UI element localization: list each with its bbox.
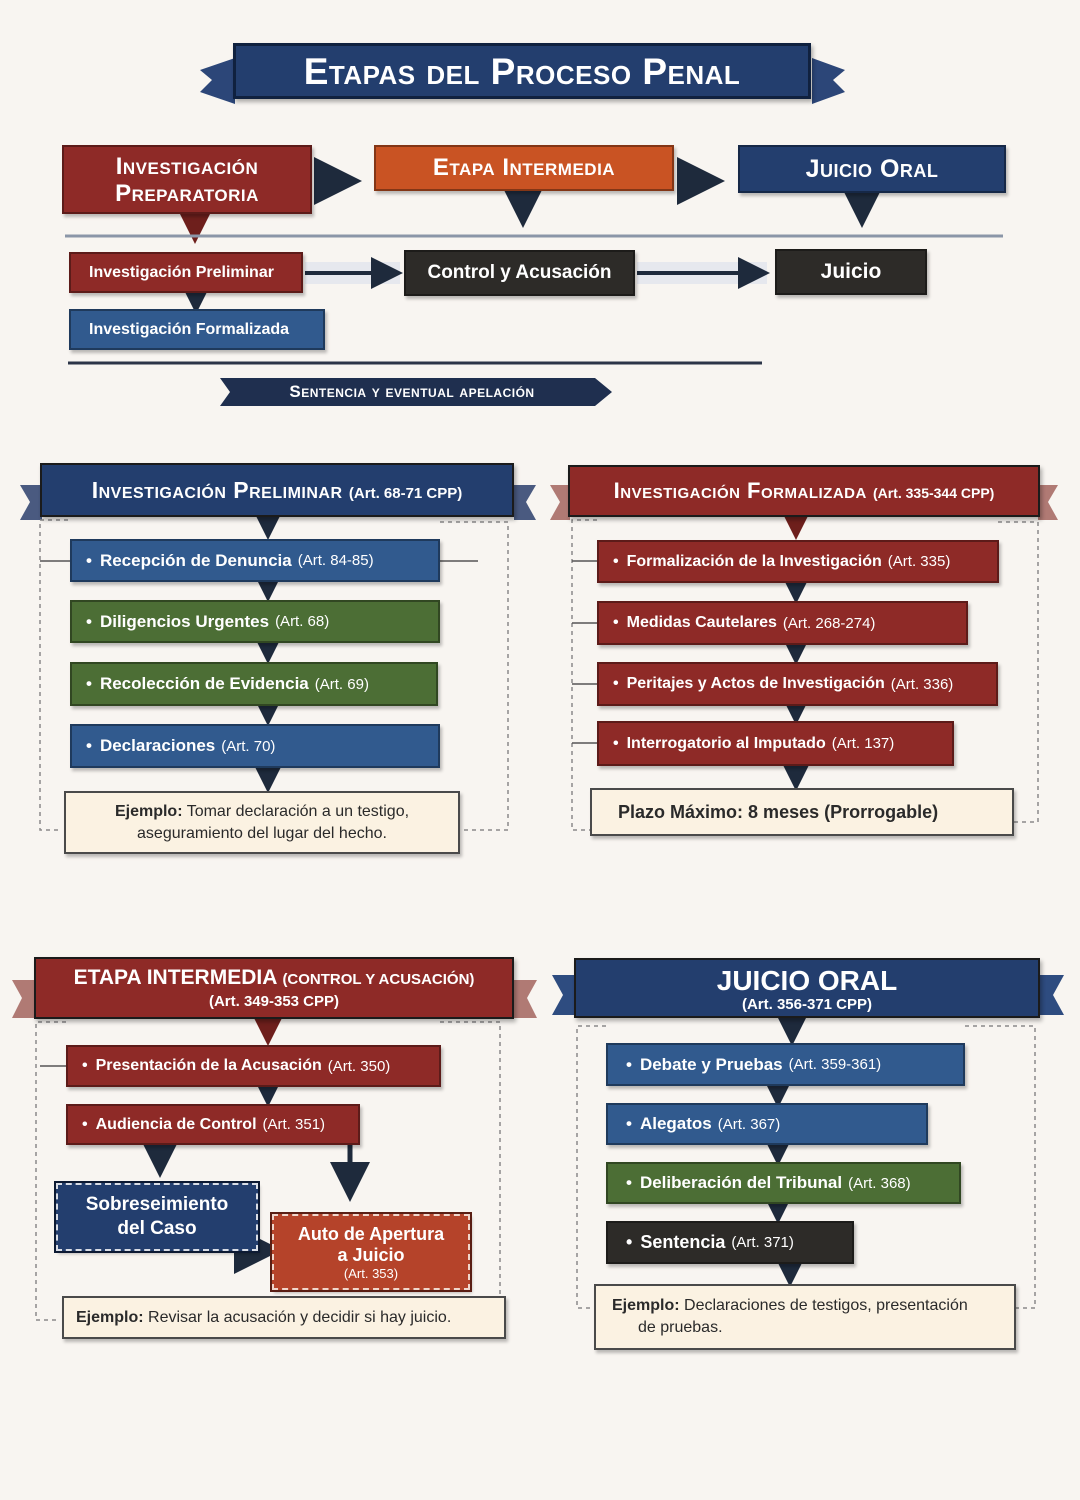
substage-control-label: Control y Acusación [427,262,612,283]
example-text: Revisar la acusación y decidir si hay juicio. [148,1308,452,1326]
example-label: Ejemplo: [76,1308,144,1326]
bullet-icon: • [86,736,92,755]
substage-juicio [775,249,927,295]
bullet-icon: • [613,734,619,752]
item-article: (Art. 350) [327,1057,391,1075]
sobreseimiento-line1: Sobreseimiento [85,1194,229,1215]
item-label: Alegatos [639,1114,712,1133]
stage-investigacion-line1: Investigación [115,152,259,180]
item-article: (Art. 268-274) [782,614,876,632]
title-ribbon-left-tail [200,58,235,104]
example-text-line2: de pruebas. [638,1319,723,1336]
formalizada-item [597,540,999,583]
example-text: Tomar declaración a un testigo, [186,802,410,820]
item-label: Interrogatorio al Imputado [626,734,826,752]
panel-intermedia-title [34,957,514,1019]
item-label: Peritajes y Actos de Investigación [626,675,885,692]
item-article: (Art. 70) [221,737,276,755]
item-article: (Art. 359-361) [788,1056,882,1073]
bullet-icon: • [613,614,619,631]
stage-juicio-label: Juicio Oral [805,154,939,183]
auto-apertura-box [272,1214,470,1290]
juicio-item [606,1162,961,1204]
formalizada-item [597,721,954,766]
juicio-item [606,1103,928,1145]
item-label: Recepción de Denuncia [99,550,292,570]
item-label: Audiencia de Control [95,1115,257,1133]
item-label: Deliberación del Tribunal [639,1173,843,1192]
item-article: (Art. 367) [717,1115,781,1133]
intermedia-item [66,1045,441,1087]
item-label: Formalización de la Investigación [626,552,882,570]
sentencia-banner: Sentencia y eventual apelación [289,382,535,401]
bullet-icon: • [86,550,92,570]
panel-intermedia-subtitle: (CONTROL Y ACUSACIÓN) [282,971,475,988]
stage-investigacion-preparatoria [62,145,312,214]
preliminar-item [70,600,440,643]
intermedia-item [66,1104,360,1145]
bullet-icon: • [626,1054,632,1074]
panel-intermedia-articles: (Art. 349-353 CPP) [208,993,340,1010]
auto-line1: Auto de Apertura [297,1223,445,1244]
item-label: Declaraciones [99,736,216,755]
stage-intermedia-label: Etapa Intermedia [432,154,616,181]
juicio-item [606,1043,965,1086]
preliminar-item [70,539,440,582]
auto-article: (Art. 353) [343,1265,399,1281]
preliminar-item [70,662,438,706]
juicio-example [594,1284,1016,1350]
example-text: Declaraciones de testigos, presentación [684,1297,968,1314]
juicio-item [606,1221,854,1264]
sobreseimiento-line2: del Caso [117,1218,197,1239]
item-article: (Art. 351) [262,1116,326,1133]
item-label: Sentencia [640,1232,726,1252]
item-article: (Art. 336) [890,675,954,693]
bullet-icon: • [82,1057,88,1074]
formalizada-item [597,601,968,645]
panel-preliminar-title [40,463,514,517]
plazo-text: 8 meses (Prorrogable) [748,801,939,822]
preliminar-example [64,791,460,854]
item-label: Medidas Cautelares [626,614,777,631]
title-ribbon-right-tail [812,58,845,104]
item-label: Presentación de la Acusación [95,1057,322,1074]
substage-investigacion-preliminar [69,252,303,293]
bullet-icon: • [86,611,92,631]
example-text-line2: aseguramiento del lugar del hecho. [137,824,387,842]
substage-juicio-label: Juicio [820,260,882,283]
page-title: Etapas del Proceso Penal [233,43,811,99]
stage-investigacion-line2: Preparatoria [115,179,259,207]
plazo-label: Plazo Máximo: [618,801,744,822]
example-label: Ejemplo: [114,802,183,820]
stage-etapa-intermedia [374,145,674,191]
bullet-icon: • [626,1173,632,1192]
item-article: (Art. 368) [848,1174,911,1192]
substage-control-acusacion [404,250,635,296]
auto-line2: a Juicio [337,1244,405,1265]
item-article: (Art. 84-85) [297,552,374,569]
item-article: (Art. 69) [314,675,369,693]
bullet-icon: • [613,675,619,692]
panel-preliminar-articles: (Art. 68-71 CPP) [348,485,463,502]
substage-investigacion-formalizada [69,309,325,350]
panel-juicio-title-text: JUICIO ORAL [716,965,898,996]
panel-juicio-articles: (Art. 356-371 CPP) [741,996,873,1013]
formalizada-item [597,662,998,706]
item-label: Diligencios Urgentes [99,611,270,631]
formalizada-plazo [590,788,1014,836]
item-article: (Art. 335) [887,553,951,570]
bullet-icon: • [613,552,619,570]
panel-formalizada-articles: (Art. 335-344 CPP) [872,485,995,501]
item-article: (Art. 68) [275,613,330,630]
bullet-icon: • [626,1114,632,1133]
substage-formalizada-label: Investigación Formalizada [89,320,290,338]
panel-intermedia-title-text: ETAPA INTERMEDIA [73,966,277,989]
intermedia-example [62,1296,506,1339]
item-label: Debate y Pruebas [639,1054,783,1074]
panel-formalizada-title [568,465,1040,517]
panel-formalizada-title-text: Investigación Formalizada [613,478,867,503]
bullet-icon: • [86,674,92,693]
stage-juicio-oral [738,145,1006,193]
bullet-icon: • [626,1232,633,1252]
panel-preliminar-title-text: Investigación Preliminar [91,477,343,503]
example-label: Ejemplo: [612,1297,680,1314]
substage-preliminar-label: Investigación Preliminar [89,263,274,281]
preliminar-item [70,724,440,768]
sobreseimiento-box [56,1183,258,1251]
item-label: Recolección de Evidencia [99,674,309,693]
panel-juicio-title [574,958,1040,1018]
item-article: (Art. 137) [831,735,895,752]
item-article: (Art. 371) [731,1234,794,1251]
bullet-icon: • [82,1115,88,1133]
